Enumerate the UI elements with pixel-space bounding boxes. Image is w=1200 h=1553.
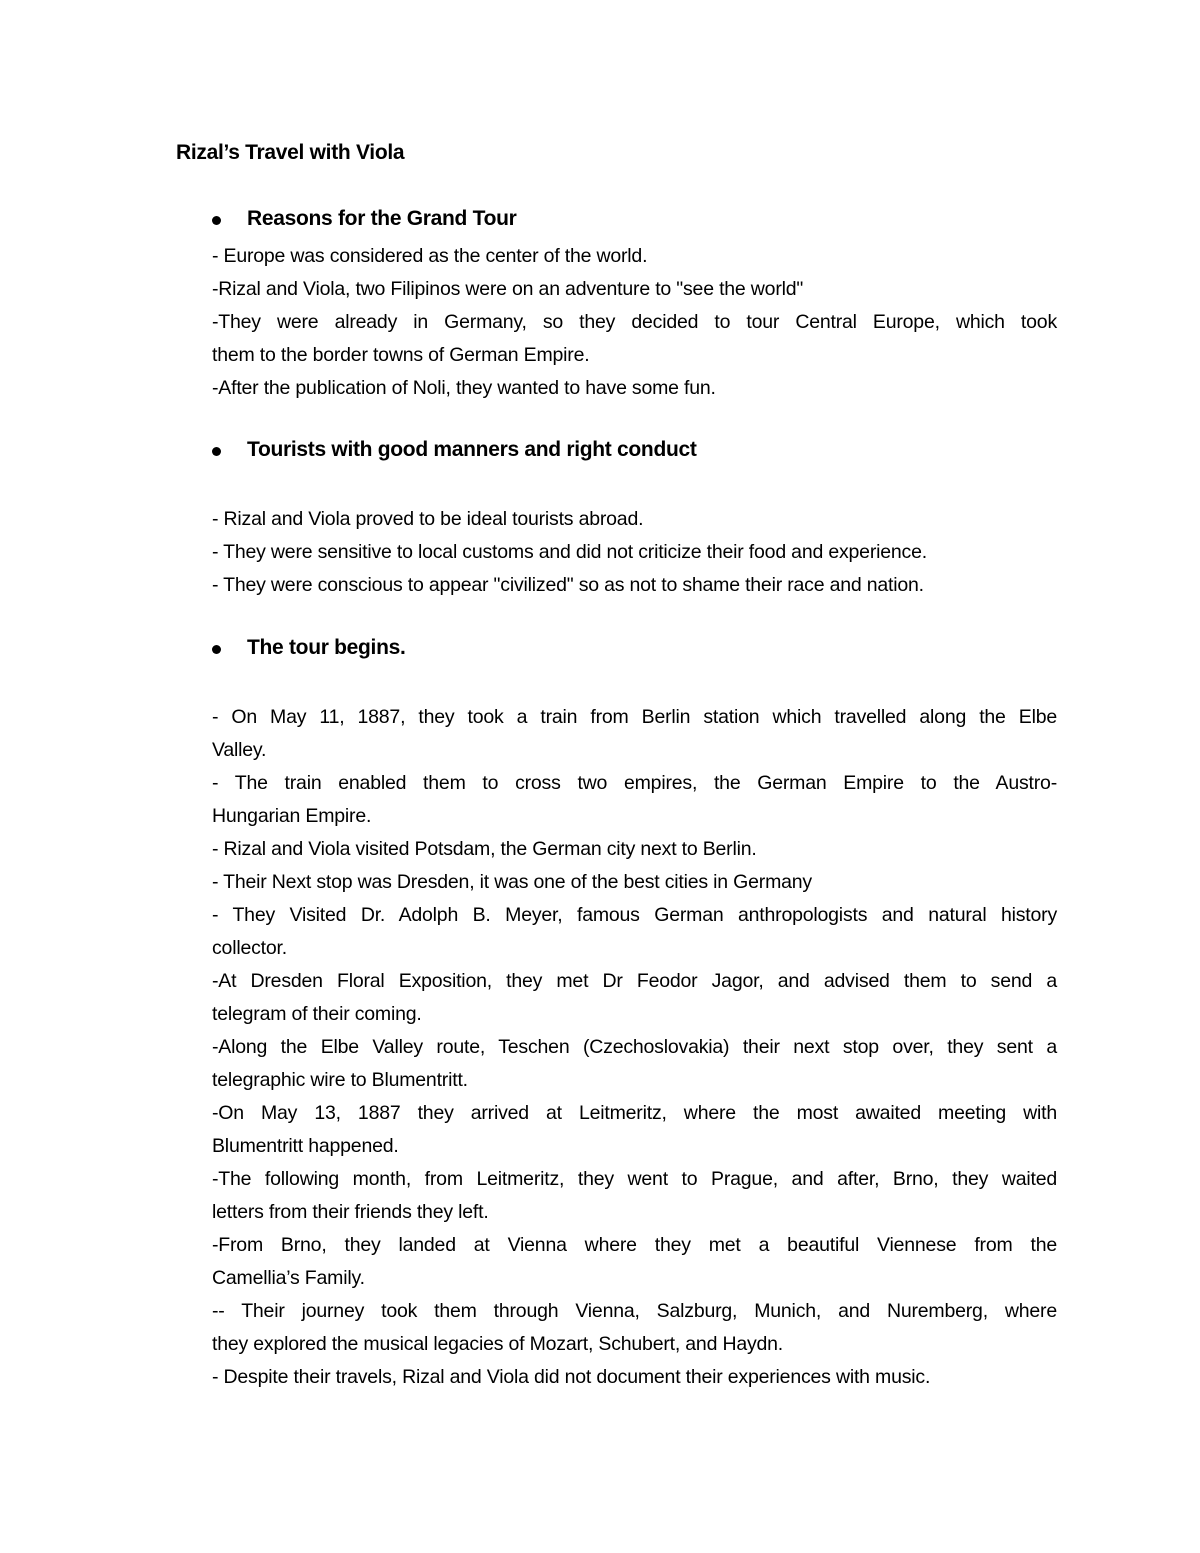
paragraph-line: Blumentritt happened. bbox=[212, 1135, 399, 1157]
paragraph-line: -Along the Elbe Valley route, Teschen (Czechoslovakia) their next stop over, they sent a bbox=[212, 1036, 1057, 1058]
paragraph-line: -From Brno, they landed at Vienna where they met a beautiful Viennese from the bbox=[212, 1234, 1057, 1256]
bullet-icon bbox=[212, 447, 221, 456]
paragraph-line: telegraphic wire to Blumentritt. bbox=[212, 1069, 468, 1091]
section-body-reasons bbox=[212, 240, 1057, 405]
paragraph-line: - They Visited Dr. Adolph B. Meyer, famous German anthropologists and natural history bbox=[212, 904, 1057, 926]
paragraph-line: -The following month, from Leitmeritz, they went to Prague, and after, Brno, they waited bbox=[212, 1168, 1057, 1190]
paragraph-line: -At Dresden Floral Exposition, they met Dr Feodor Jagor, and advised them to send a bbox=[212, 970, 1057, 992]
section-heading-text: Reasons for the Grand Tour bbox=[247, 207, 517, 230]
paragraph-line: -- Their journey took them through Vienna, Salzburg, Munich, and Nuremberg, where bbox=[212, 1300, 1057, 1322]
paragraph-line: them to the border towns of German Empire. bbox=[212, 344, 590, 366]
section-heading-text: The tour begins. bbox=[247, 636, 406, 659]
paragraph-line: telegram of their coming. bbox=[212, 1003, 422, 1025]
paragraph-line: Hungarian Empire. bbox=[212, 805, 372, 827]
bullet-icon bbox=[212, 645, 221, 654]
paragraph-line: - Europe was considered as the center of the world. bbox=[212, 245, 648, 267]
paragraph-line: - Rizal and Viola proved to be ideal tourists abroad. bbox=[212, 508, 644, 530]
paragraph-line: -On May 13, 1887 they arrived at Leitmeritz, where the most awaited meeting with bbox=[212, 1102, 1057, 1124]
section-body-tourists bbox=[212, 503, 1057, 602]
paragraph-line: -They were already in Germany, so they decided to tour Central Europe, which took bbox=[212, 311, 1057, 333]
paragraph-line: - Rizal and Viola visited Potsdam, the German city next to Berlin. bbox=[212, 838, 757, 860]
section-heading-text: Tourists with good manners and right conduct bbox=[247, 438, 697, 461]
paragraph-line: - The train enabled them to cross two empires, the German Empire to the Austro- bbox=[212, 772, 1057, 794]
paragraph-line: - Despite their travels, Rizal and Viola did not document their experiences with music. bbox=[212, 1366, 931, 1388]
section-body-tour-begins bbox=[212, 701, 1057, 1394]
document-title: Rizal’s Travel with Viola bbox=[176, 141, 405, 164]
bullet-icon bbox=[212, 216, 221, 225]
paragraph-line: - They were conscious to appear "civilized" so as not to shame their race and nation. bbox=[212, 574, 924, 596]
paragraph-line: -Rizal and Viola, two Filipinos were on an adventure to "see the world" bbox=[212, 278, 804, 300]
paragraph-line: Valley. bbox=[212, 739, 267, 761]
paragraph-line: - Their Next stop was Dresden, it was one of the best cities in Germany bbox=[212, 871, 812, 893]
paragraph-line: letters from their friends they left. bbox=[212, 1201, 489, 1223]
paragraph-line: - They were sensitive to local customs and did not criticize their food and experience. bbox=[212, 541, 927, 563]
paragraph-line: collector. bbox=[212, 937, 287, 959]
paragraph-line: -After the publication of Noli, they wanted to have some fun. bbox=[212, 377, 716, 399]
paragraph-line: - On May 11, 1887, they took a train from Berlin station which travelled along the Elbe bbox=[212, 706, 1057, 728]
paragraph-line: Camellia’s Family. bbox=[212, 1267, 365, 1289]
paragraph-line: they explored the musical legacies of Mozart, Schubert, and Haydn. bbox=[212, 1333, 784, 1355]
